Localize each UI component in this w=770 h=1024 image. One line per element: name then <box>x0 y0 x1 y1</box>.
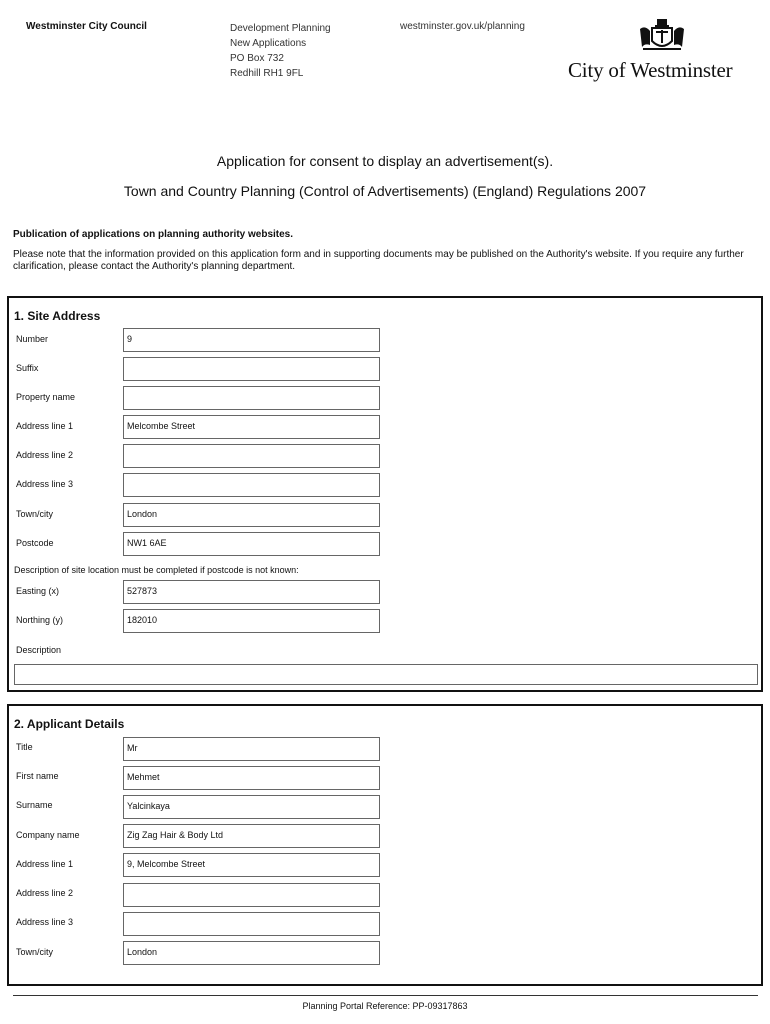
site-address-section <box>7 296 763 692</box>
website-link[interactable]: westminster.gov.uk/planning <box>400 21 525 32</box>
field-label: Property name <box>16 392 76 402</box>
applicant-details-section <box>7 704 763 986</box>
field-label: Town/city <box>16 509 54 519</box>
easting-field[interactable]: 527873 <box>123 580 380 604</box>
field-label: Description <box>16 645 62 655</box>
address-line-3-field[interactable] <box>123 473 380 497</box>
property-name-field[interactable] <box>123 386 380 410</box>
field-label: Number <box>16 334 49 344</box>
address-line: New Applications <box>230 38 307 49</box>
field-label: Address line 1 <box>16 421 74 431</box>
section-title: 1. Site Address <box>14 309 101 323</box>
field-label: Address line 2 <box>16 888 74 898</box>
postal-address <box>230 21 331 81</box>
field-label: Address line 3 <box>16 479 74 489</box>
field-label: Postcode <box>16 538 54 548</box>
field-label: Company name <box>16 830 80 840</box>
field-label: Address line 3 <box>16 917 74 927</box>
field-label: Easting (x) <box>16 586 60 596</box>
title-field[interactable]: Mr <box>123 737 380 761</box>
company-name-field[interactable]: Zig Zag Hair & Body Ltd <box>123 824 380 848</box>
publication-heading: Publication of applications on planning authority websites. <box>13 229 294 240</box>
description-field[interactable] <box>14 664 758 685</box>
field-label: Northing (y) <box>16 615 64 625</box>
section-title: 2. Applicant Details <box>14 717 125 731</box>
form-subtitle: Town and Country Planning (Control of Advertisements) (England) Regulations 2007 <box>123 183 647 199</box>
form-title: Application for consent to display an advertisement(s). <box>216 153 554 169</box>
location-note: Description of site location must be completed if postcode is not known: <box>14 565 299 575</box>
field-label: Address line 1 <box>16 859 74 869</box>
footer-divider <box>13 995 758 996</box>
address-line-3-field[interactable] <box>123 912 380 936</box>
field-label: Surname <box>16 800 53 810</box>
field-label: Title <box>16 742 33 752</box>
town-city-field[interactable]: London <box>123 941 380 965</box>
field-label: Suffix <box>16 363 39 373</box>
council-name: Westminster City Council <box>26 21 147 32</box>
first-name-field[interactable]: Mehmet <box>123 766 380 790</box>
address-line: Development Planning <box>230 23 331 34</box>
address-line-2-field[interactable] <box>123 883 380 907</box>
portal-reference: Planning Portal Reference: PP-09317863 <box>302 1001 468 1011</box>
address-line-2-field[interactable] <box>123 444 380 468</box>
westminster-crest-icon <box>637 19 687 55</box>
field-label: First name <box>16 771 59 781</box>
suffix-field[interactable] <box>123 357 380 381</box>
number-field[interactable]: 9 <box>123 328 380 352</box>
northing-field[interactable]: 182010 <box>123 609 380 633</box>
field-label: Town/city <box>16 947 54 957</box>
town-city-field[interactable]: London <box>123 503 380 527</box>
logo-text: City of Westminster <box>568 58 733 82</box>
address-line-1-field[interactable]: Melcombe Street <box>123 415 380 439</box>
postcode-field[interactable]: NW1 6AE <box>123 532 380 556</box>
publication-text: Please note that the information provided on this application form and in supporting documents may be published on the Authority's website. If you require any further clarification, please contact the Authority's planning department. <box>13 249 744 272</box>
address-line-1-field[interactable]: 9, Melcombe Street <box>123 853 380 877</box>
surname-field[interactable]: Yalcinkaya <box>123 795 380 819</box>
address-line: PO Box 732 <box>230 53 284 64</box>
address-line: Redhill RH1 9FL <box>230 68 304 79</box>
field-label: Address line 2 <box>16 450 74 460</box>
